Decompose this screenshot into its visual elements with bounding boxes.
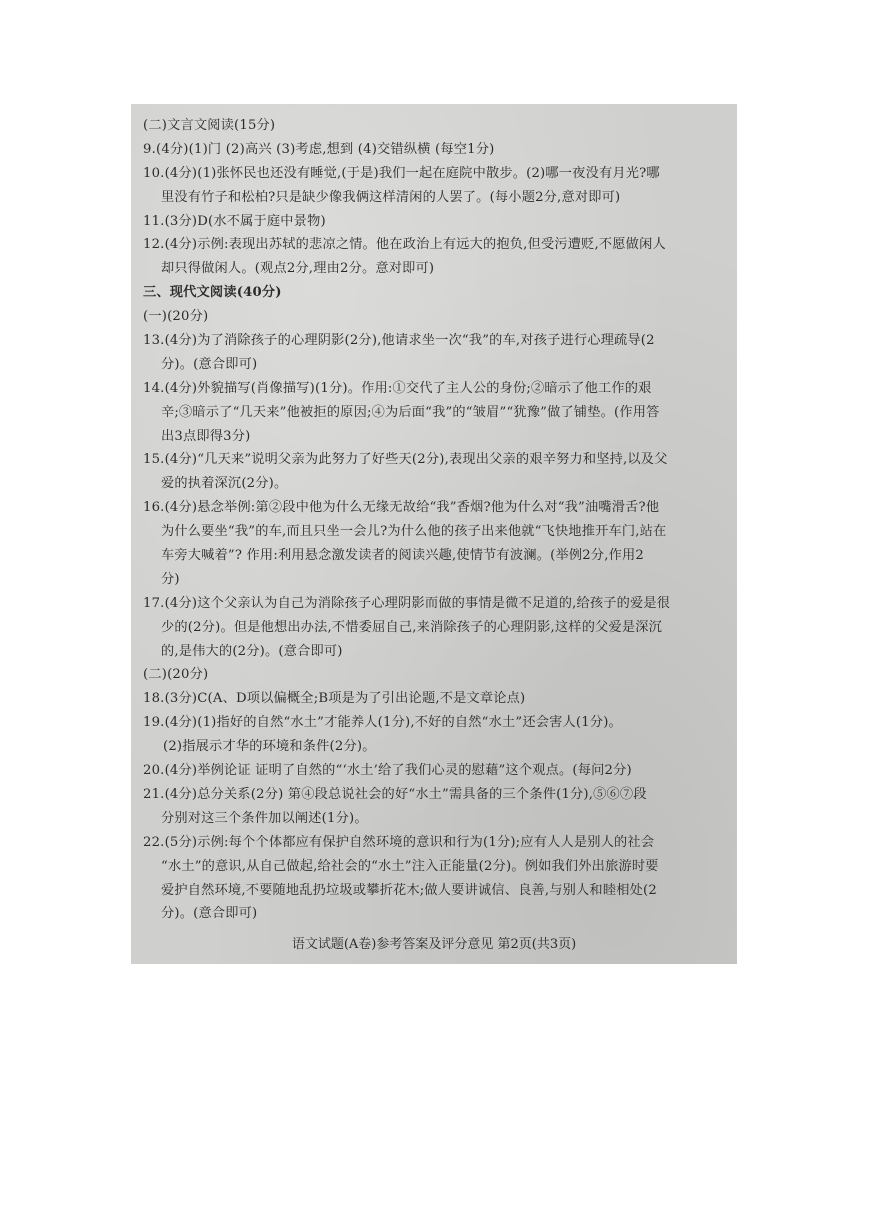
answer-21-cont: 分别对这三个条件加以阐述(1分)。 <box>161 810 368 826</box>
answer-10-cont: 里没有竹子和松柏?只是缺少像我俩这样清闲的人罢了。(每小题2分,意对即可) <box>161 189 621 205</box>
answer-20: 20.(4分)举例论证 证明了自然的“‘水土’给了我们心灵的慰藉”这个观点。(每问2分) <box>143 763 632 779</box>
answer-17-cont-2: 的,是伟大的(2分)。(意合即可) <box>161 643 343 659</box>
answer-15: 15.(4分)“几天来”说明父亲为此努力了好些天(2分),表现出父亲的艰辛努力和坚持,以及父 <box>143 452 668 468</box>
answer-21: 21.(4分)总分关系(2分) 第④段总说社会的好“水土”需具备的三个条件(1分),⑤⑥⑦段 <box>143 786 647 802</box>
answer-13-cont: 分)。(意合即可) <box>161 356 258 372</box>
answer-16-cont-2: 车旁大喊着”? 作用:利用悬念激发读者的阅读兴趣,使情节有波澜。(举例2分,作用2 <box>161 548 644 564</box>
answer-18: 18.(3分)C(A、D项以偏概全;B项是为了引出论题,不是文章论点) <box>143 691 526 707</box>
answer-12-cont: 却只得做闲人。(观点2分,理由2分。意对即可) <box>161 261 435 277</box>
answer-19: 19.(4分)(1)指好的自然“水土”才能养人(1分),不好的自然“水土”还会害人(1分)。 <box>143 715 622 731</box>
answer-16: 16.(4分)悬念举例:第②段中他为什么无缘无故给“我”香烟?他为什么对“我”油嘴滑舌?他 <box>143 500 660 516</box>
answer-13: 13.(4分)为了消除孩子的心理阴影(2分),他请求坐一次“我”的车,对孩子进行心理疏导(2 <box>143 333 655 349</box>
answer-16-cont-3: 分) <box>161 571 180 587</box>
answer-22-cont-3: 分)。(意合即可) <box>161 906 258 922</box>
answer-12: 12.(4分)示例:表现出苏轼的悲凉之情。他在政治上有远大的抱负,但受污遭贬,不愿做闲人 <box>143 237 666 253</box>
answer-17: 17.(4分)这个父亲认为自己为消除孩子心理阴影而做的事情是微不足道的,给孩子的爱是很 <box>143 595 671 611</box>
answer-22-cont-2: 爱护自然环境,不要随地乱扔垃圾或攀折花木;做人要讲诚信、良善,与别人和睦相处(2 <box>161 882 657 898</box>
answer-19-cont: (2)指展示才华的环境和条件(2分)。 <box>163 739 376 755</box>
answer-9: 9.(4分)(1)门 (2)高兴 (3)考虑,想到 (4)交错纵横 (每空1分) <box>143 141 495 157</box>
scanned-answer-page <box>131 104 737 964</box>
answer-content <box>143 114 729 926</box>
answer-22: 22.(5分)示例:每个个体都应有保护自然环境的意识和行为(1分);应有人人是别人的社会 <box>143 834 655 850</box>
section-classical-heading: (二)文言文阅读(15分) <box>143 118 276 133</box>
answer-11: 11.(3分)D(水不属于庭中景物) <box>143 213 326 229</box>
subsection-one-heading: (一)(20分) <box>143 309 209 325</box>
answer-17-cont-1: 少的(2分)。但是他想出办法,不惜委屈自己,来消除孩子的心理阴影,这样的父爱是深沉 <box>161 619 663 635</box>
answer-10: 10.(4分)(1)张怀民也还没有睡觉,(于是)我们一起在庭院中散步。(2)哪一夜没有月光?哪 <box>143 165 660 181</box>
answer-16-cont-1: 为什么要坐“我”的车,而且只坐一会儿?为什么他的孩子出来他就“飞快地推开车门,站在 <box>161 524 667 540</box>
section-modern-heading: 三、现代文阅读(40分) <box>143 285 282 301</box>
answer-14-cont-1: 辛;③暗示了“几天来”他被拒的原因;④为后面“我”的“皱眉”“犹豫”做了铺垫。(作用答 <box>161 404 660 420</box>
answer-15-cont: 爱的执着深沉(2分)。 <box>161 476 288 492</box>
answer-14: 14.(4分)外貌描写(肖像描写)(1分)。作用:①交代了主人公的身份;②暗示了他工作的艰 <box>143 380 652 396</box>
subsection-two-heading: (二)(20分) <box>143 667 209 683</box>
answer-22-cont-1: “水土”的意识,从自己做起,给社会的“水土”注入正能量(2分)。例如我们外出旅游时要 <box>161 858 659 874</box>
page-footer: 语文试题(A卷)参考答案及评分意见 第2页(共3页) <box>291 937 577 952</box>
answer-14-cont-2: 出3点即得3分) <box>161 428 251 444</box>
